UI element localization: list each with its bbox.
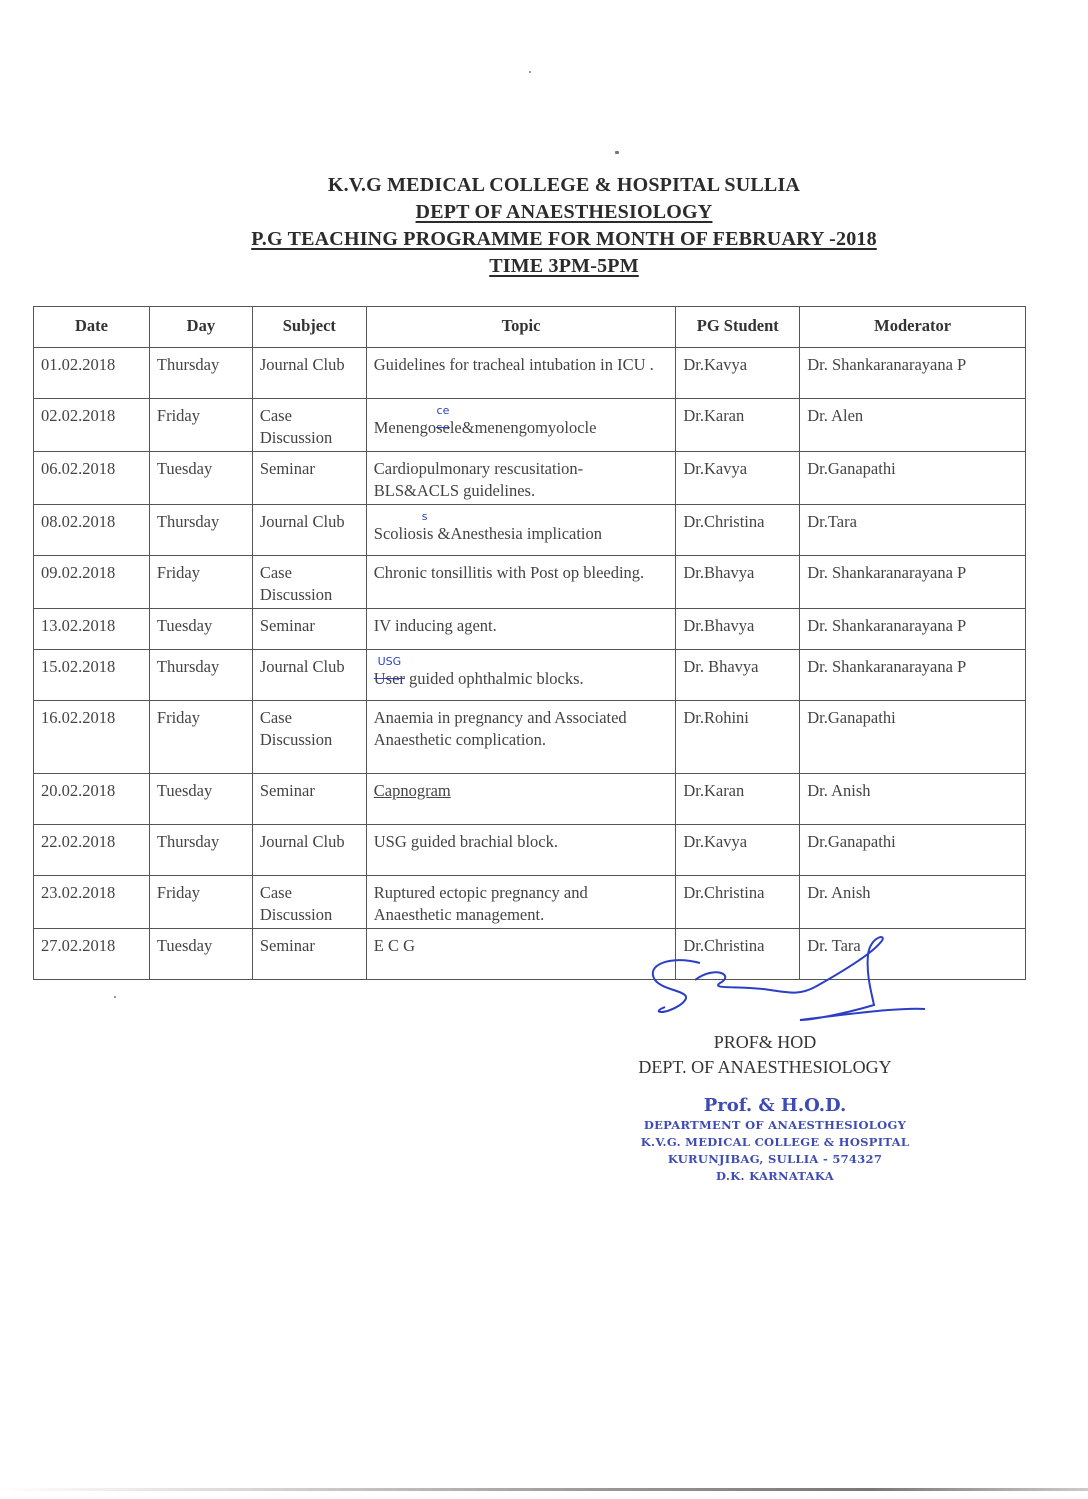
cell-date: 15.02.2018: [34, 650, 150, 701]
cell-day: Friday: [149, 701, 252, 774]
stamp-line: D.K. KARNATAKA: [716, 1169, 834, 1183]
stamp-line: Prof. & H.O.D.: [703, 1095, 847, 1116]
signatory-title: PROF& HOD: [713, 1032, 817, 1052]
signatory-department: DEPT. OF ANAESTHESIOLOGY: [638, 1057, 892, 1077]
table-row: [34, 399, 1026, 452]
cell-topic: [366, 650, 676, 701]
stamp-line: K.V.G. MEDICAL COLLEGE & HOSPITAL: [640, 1135, 910, 1149]
cell-subject: Seminar: [252, 609, 366, 650]
cell-subject: Case Discussion: [252, 701, 366, 774]
table-row: [34, 774, 1026, 825]
cell-day: Thursday: [149, 825, 252, 876]
signatory-block: [600, 1030, 930, 1080]
cell-day: Tuesday: [149, 452, 252, 505]
cell-topic: E C G: [366, 929, 676, 980]
handwritten-correction: [416, 511, 433, 545]
cell-moderator: Dr. Anish: [800, 876, 1026, 929]
handwritten-insert: ce: [436, 404, 450, 417]
schedule-table: [33, 306, 1026, 980]
cell-moderator: Dr.Tara: [800, 505, 1026, 556]
cell-moderator: Dr.Ganapathi: [800, 701, 1026, 774]
cell-day: Thursday: [149, 505, 252, 556]
cell-moderator: Dr. Shankaranarayana P: [800, 650, 1026, 701]
topic-text: guided ophthalmic blocks.: [404, 669, 584, 688]
time-title: TIME 3PM-5PM: [489, 255, 639, 277]
cell-subject: Seminar: [252, 929, 366, 980]
cell-topic: Cardiopulmonary rescusitation- BLS&ACLS guidelines.: [366, 452, 676, 505]
column-header-date: Date: [34, 307, 150, 348]
official-stamp: [590, 1095, 960, 1185]
cell-date: 09.02.2018: [34, 556, 150, 609]
cell-subject: Case Discussion: [252, 556, 366, 609]
cell-moderator: Dr. Anish: [800, 774, 1026, 825]
cell-pg-student: Dr. Bhavya: [676, 650, 800, 701]
cell-pg-student: Dr.Karan: [676, 399, 800, 452]
table-row: [34, 701, 1026, 774]
cell-subject: Journal Club: [252, 505, 366, 556]
institution-name: K.V.G MEDICAL COLLEGE & HOSPITAL SULLIA: [327, 174, 801, 196]
cell-day: Thursday: [149, 650, 252, 701]
cell-topic: Anaemia in pregnancy and Associated Anaesthetic complication.: [366, 701, 676, 774]
signature: [640, 935, 930, 1025]
cell-day: Thursday: [149, 348, 252, 399]
cell-subject: Case Discussion: [252, 399, 366, 452]
cell-moderator: Dr. Shankaranarayana P: [800, 609, 1026, 650]
page-bottom-edge: [0, 1488, 1088, 1491]
cell-date: 08.02.2018: [34, 505, 150, 556]
topic-text: Menengo: [373, 418, 437, 437]
programme-title: P.G TEACHING PROGRAMME FOR MONTH OF FEBRUARY -2018: [251, 228, 877, 250]
table-row: [34, 452, 1026, 505]
cell-topic: [366, 399, 676, 452]
table-row: [34, 556, 1026, 609]
cell-date: 02.02.2018: [34, 399, 150, 452]
column-header-day: Day: [149, 307, 252, 348]
cell-pg-student: Dr.Bhavya: [676, 609, 800, 650]
cell-moderator: Dr.Ganapathi: [800, 825, 1026, 876]
cell-pg-student: Dr.Christina: [676, 505, 800, 556]
column-header-subject: Subject: [252, 307, 366, 348]
table-row: [34, 609, 1026, 650]
table-row: [34, 876, 1026, 929]
cell-day: Tuesday: [149, 609, 252, 650]
department-title: DEPT OF ANAESTHESIOLOGY: [415, 201, 713, 223]
handwritten-correction: [374, 656, 405, 690]
topic-text: &Anesthesia implication: [433, 524, 603, 543]
topic-text: le&menengomyolocle: [449, 418, 597, 437]
cell-pg-student: Dr.Kavya: [676, 348, 800, 399]
cell-pg-student: Dr.Christina: [676, 929, 800, 980]
cell-moderator: Dr. Shankaranarayana P: [800, 348, 1026, 399]
cell-day: Friday: [149, 556, 252, 609]
cell-subject: Journal Club: [252, 650, 366, 701]
cell-day: Tuesday: [149, 774, 252, 825]
stamp-line: KURUNJIBAG, SULLIA - 574327: [667, 1152, 883, 1166]
cell-moderator: Dr.Ganapathi: [800, 452, 1026, 505]
cell-date: 16.02.2018: [34, 701, 150, 774]
table-row: [34, 650, 1026, 701]
document-header: [0, 172, 1088, 280]
cell-topic: USG guided brachial block.: [366, 825, 676, 876]
cell-pg-student: Dr.Karan: [676, 774, 800, 825]
scan-speck: [615, 151, 619, 154]
column-header-moderator: Moderator: [800, 307, 1026, 348]
cell-moderator: Dr. Alen: [800, 399, 1026, 452]
scan-speck: [529, 71, 531, 73]
cell-day: Tuesday: [149, 929, 252, 980]
struck-text: sis: [415, 524, 434, 543]
cell-pg-student: Dr.Rohini: [676, 701, 800, 774]
cell-day: Friday: [149, 876, 252, 929]
cell-topic: Chronic tonsillitis with Post op bleeding.: [366, 556, 676, 609]
cell-pg-student: Dr.Kavya: [676, 452, 800, 505]
cell-topic: Guidelines for tracheal intubation in ICU .: [366, 348, 676, 399]
table-row: [34, 825, 1026, 876]
cell-date: 27.02.2018: [34, 929, 150, 980]
cell-moderator: Dr. Shankaranarayana P: [800, 556, 1026, 609]
table-row: [34, 505, 1026, 556]
handwritten-insert: USG: [377, 655, 402, 668]
cell-date: 22.02.2018: [34, 825, 150, 876]
stamp-line: DEPARTMENT OF ANAESTHESIOLOGY: [643, 1118, 907, 1132]
column-header-pg-student: PG Student: [676, 307, 800, 348]
cell-moderator: Dr. Tara: [800, 929, 1026, 980]
cell-subject: Seminar: [252, 774, 366, 825]
cell-day: Friday: [149, 399, 252, 452]
topic-text: Scolio: [373, 524, 416, 543]
cell-date: 20.02.2018: [34, 774, 150, 825]
cell-subject: Journal Club: [252, 825, 366, 876]
struck-text: se: [436, 418, 450, 437]
cell-topic: Capnogram: [366, 774, 676, 825]
cell-date: 06.02.2018: [34, 452, 150, 505]
struck-text: User: [373, 669, 405, 688]
cell-subject: Journal Club: [252, 348, 366, 399]
cell-date: 23.02.2018: [34, 876, 150, 929]
handwritten-insert: s: [421, 510, 428, 523]
cell-pg-student: Dr.Kavya: [676, 825, 800, 876]
cell-topic: Ruptured ectopic pregnancy and Anaesthetic management.: [366, 876, 676, 929]
cell-topic: [366, 505, 676, 556]
column-header-topic: Topic: [366, 307, 676, 348]
handwritten-correction: [436, 405, 450, 439]
table-row: [34, 348, 1026, 399]
table-header-row: [34, 307, 1026, 348]
cell-topic: IV inducing agent.: [366, 609, 676, 650]
scan-speck: [114, 996, 116, 998]
cell-pg-student: Dr.Christina: [676, 876, 800, 929]
cell-date: 13.02.2018: [34, 609, 150, 650]
cell-date: 01.02.2018: [34, 348, 150, 399]
cell-pg-student: Dr.Bhavya: [676, 556, 800, 609]
cell-subject: Case Discussion: [252, 876, 366, 929]
cell-subject: Seminar: [252, 452, 366, 505]
